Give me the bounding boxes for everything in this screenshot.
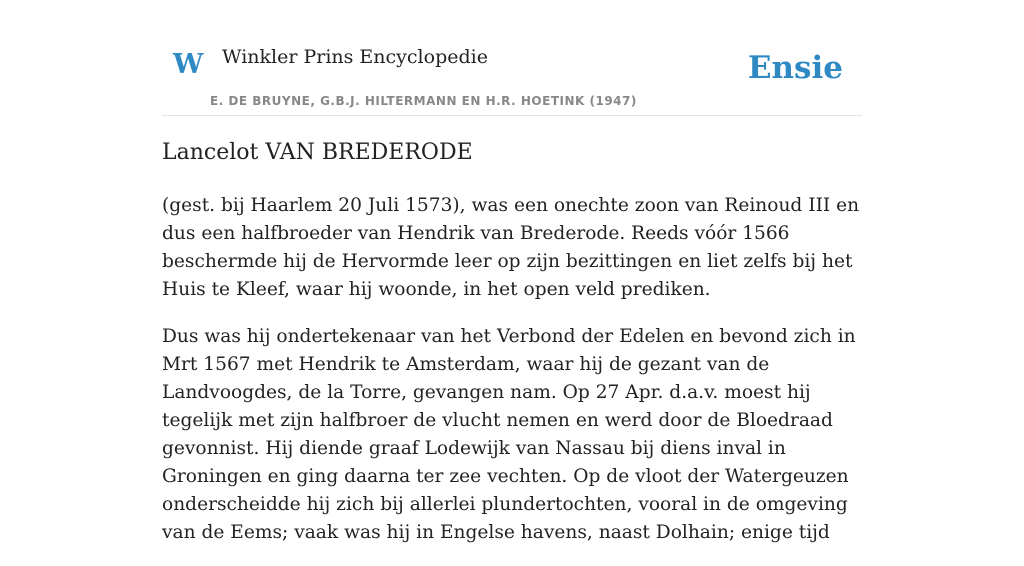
site-header: [162, 0, 862, 116]
source-title[interactable]: Winkler Prins Encyclopedie: [222, 46, 488, 68]
page: [162, 0, 862, 543]
article-body: [162, 192, 874, 566]
article-paragraph: (gest. bij Haarlem 20 Juli 1573), was een onechte zoon van Reinoud III en dus een halfbroeder van Hendrik van Brederode. Reeds vóór 1566 beschermde hij de Hervormde leer op zijn bezittingen en liet zelfs bij het Huis te Kleef, waar hij woonde, in het open veld prediken.: [162, 195, 860, 300]
source-authors: E. DE BRUYNE, G.B.J. HILTERMANN EN H.R. HOETINK (1947): [210, 94, 637, 108]
ensie-logo-link[interactable]: Ensie: [747, 50, 843, 86]
article-paragraph: Dus was hij ondertekenaar van het Verbond der Edelen en bevond zich in Mrt 1567 met Hendrik te Amsterdam, waar hij de gezant van de Landvoogdes, de la Torre, gevangen nam. Op 27 Apr. d.a.v. moest hij tegelijk met zijn halfbroer de vlucht nemen en werd door de Bloedraad gevonnist. Hij diende graaf Lodewijk van Nassau bij diens inval in Groningen en ging daarna ter zee vechten. Op de vloot der Watergeuzen onderscheidde hij zich bij allerlei plundertochten, vooral in de omgeving van de Eems; vaak was hij in Engelse havens, naast Dolhain; enige tijd: [162, 326, 856, 543]
article-title: Lancelot VAN BREDERODE: [162, 140, 473, 165]
winkler-prins-logo-icon[interactable]: W: [173, 49, 204, 80]
